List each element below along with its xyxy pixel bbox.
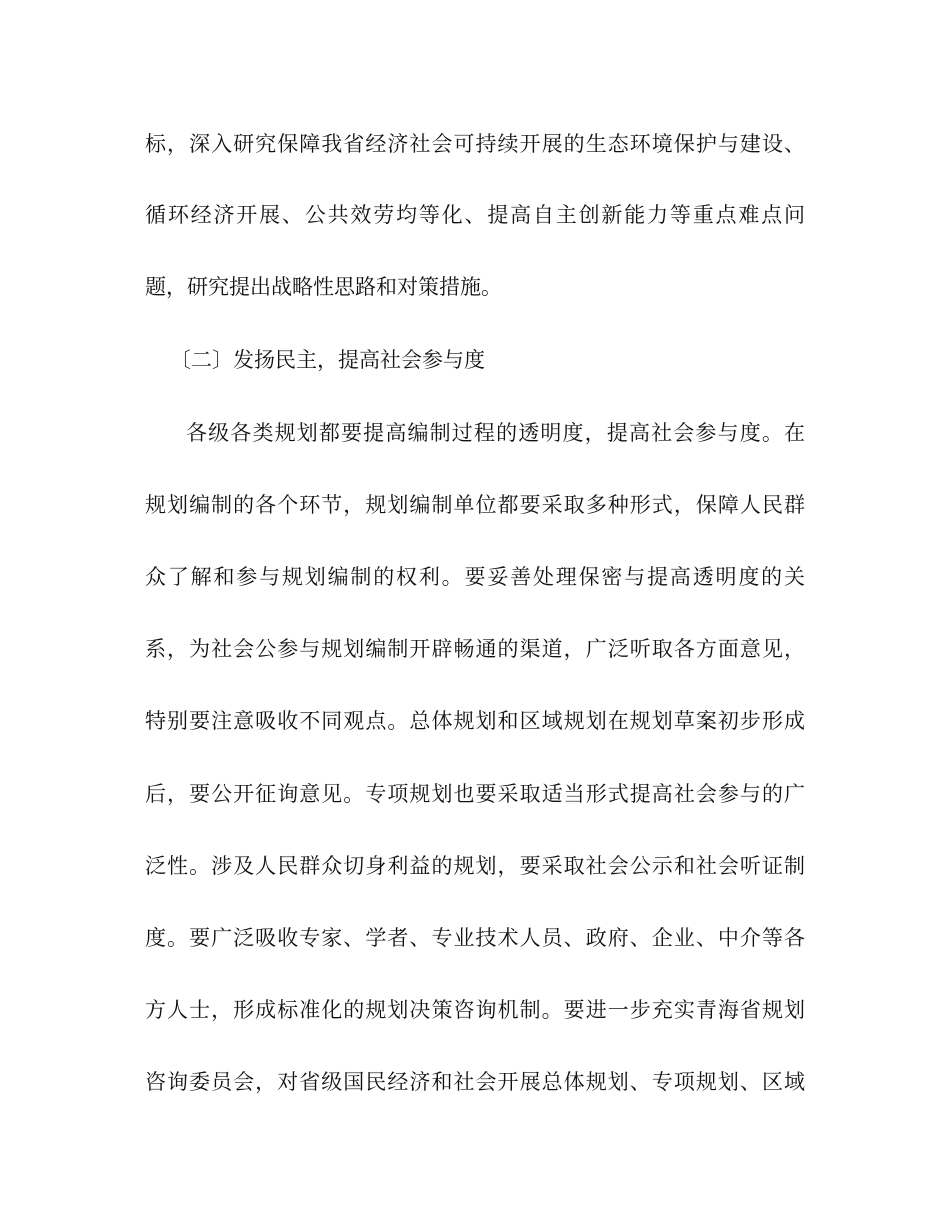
body-text-line: 系，为社会公参与规划编制开辟畅通的渠道，广泛听取各方面意见， xyxy=(145,637,805,661)
section-heading: 〔二〕发扬民主，提高社会参与度 xyxy=(170,348,485,372)
body-text-line: 方人士，形成标准化的规划决策咨询机制。要进一步充实青海省规划 xyxy=(145,998,805,1022)
body-text-line: 咨询委员会，对省级国民经济和社会开展总体规划、专项规划、区域 xyxy=(145,1070,805,1094)
body-text-line: 各级各类规划都要提高编制过程的透明度，提高社会参与度。在 xyxy=(186,421,805,445)
body-text-line: 标，深入研究保障我省经济社会可持续开展的生态环境保护与建设、 xyxy=(145,132,805,156)
body-text-line: 泛性。涉及人民群众切身利益的规划，要采取社会公示和社会听证制 xyxy=(145,854,805,878)
body-text-line: 题，研究提出战略性思路和对策措施。 xyxy=(145,275,502,299)
body-text-line: 规划编制的各个环节，规划编制单位都要采取多种形式，保障人民群 xyxy=(145,493,805,517)
body-text-line: 后，要公开征询意见。专项规划也要采取适当形式提高社会参与的广 xyxy=(145,782,805,806)
body-text-line: 循环经济开展、公共效劳均等化、提高自主创新能力等重点难点问 xyxy=(145,203,805,227)
body-text-line: 特别要注意吸收不同观点。总体规划和区域规划在规划草案初步形成 xyxy=(145,709,805,733)
body-text-line: 众了解和参与规划编制的权利。要妥善处理保密与提高透明度的关 xyxy=(145,565,805,589)
body-text-line: 度。要广泛吸收专家、学者、专业技术人员、政府、企业、中介等各 xyxy=(145,926,805,950)
